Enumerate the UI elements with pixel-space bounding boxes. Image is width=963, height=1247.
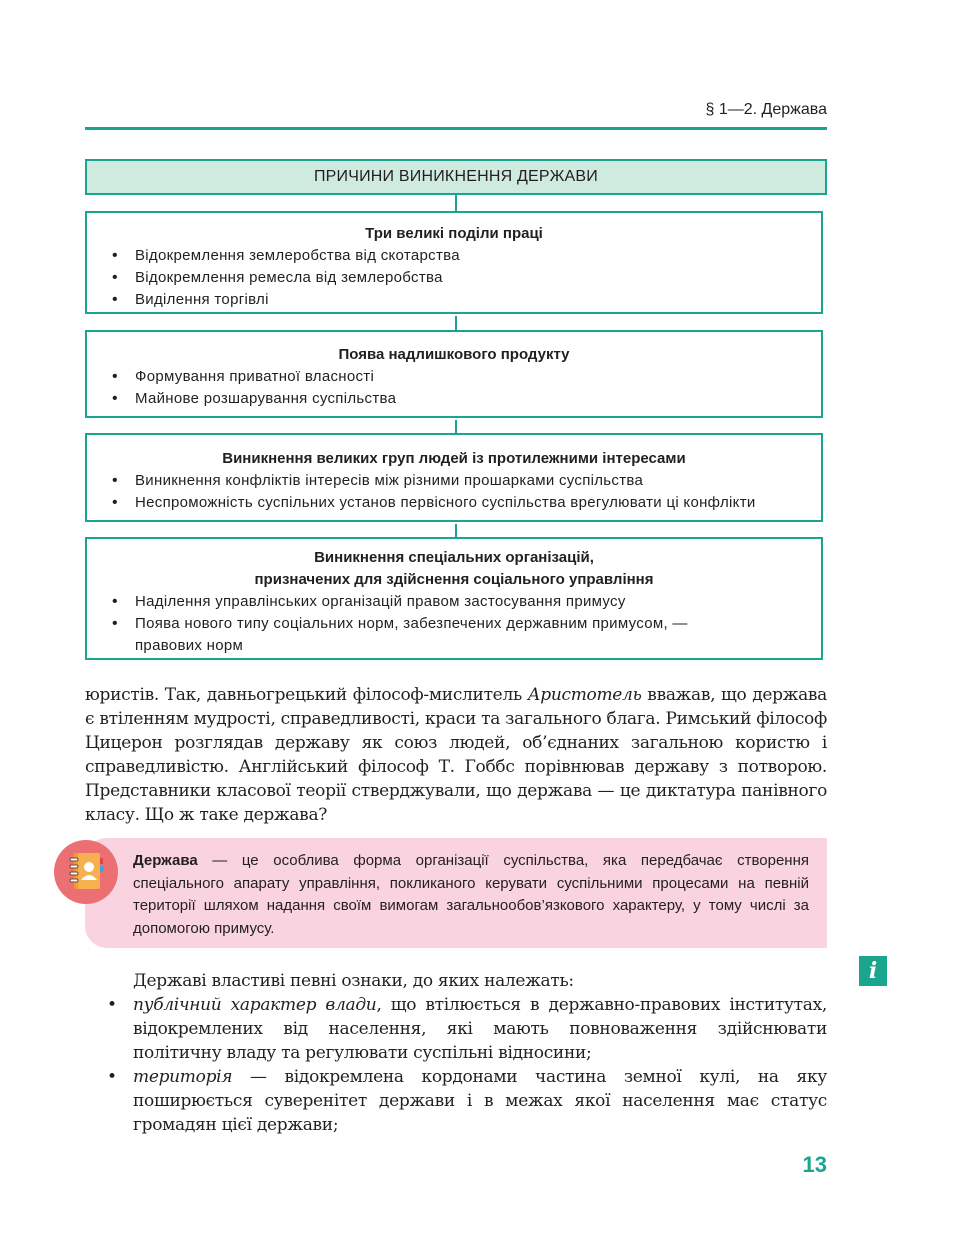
list-item: • Поява нового типу соціальних норм, забезпечених державним примусом, — правових норм [87, 613, 821, 657]
block-list [87, 591, 821, 657]
body-text: вважав, що держава є втіленням мудрості, справедливості, краси та загального блага. Римський філософ Цицерон розглядав державу як союз людей, об’єднаних загальною користю і справедливістю. Англійський філософ Т. Гоббс порівнював державу з потворою. Представники класової теорії стверджували, що держава — це диктатура панівного класу. Що ж таке держава? [85, 685, 828, 825]
diagram-connector [455, 316, 457, 330]
property-text: — відокремлена кордонами частина земної кулі, на яку поширюється суверенітет держави і в межах якої населення має статус громадян цієї держави; [133, 1067, 827, 1135]
list-item [85, 1065, 827, 1137]
block-list [87, 470, 821, 514]
list-item: • Виділення торгівлі [87, 289, 821, 311]
diagram-connector [455, 193, 457, 211]
diagram-connector [455, 420, 457, 433]
block-list [87, 245, 821, 311]
page-number: 13 [802, 1152, 827, 1177]
diagram-block-special-organizations [85, 537, 823, 660]
info-marker-icon: i [859, 956, 887, 986]
definition-term: Держава [133, 852, 198, 869]
block-heading: Три великі поділи праці [365, 225, 543, 242]
block-heading: Виникнення великих груп людей із протилежними інтересами [222, 450, 686, 467]
list-item: • Наділення управлінських організацій правом застосування примусу [87, 591, 821, 613]
notebook-person-icon [54, 840, 118, 904]
properties-list [85, 993, 827, 1137]
properties-intro: Державі властиві певні ознаки, до яких належать: [133, 971, 574, 991]
property-term: територія [133, 1067, 233, 1087]
diagram-connector [455, 524, 457, 537]
body-text: юристів. Так, давньогрецький філософ-мислитель [85, 685, 528, 705]
block-list [87, 366, 821, 410]
list-item: • Майнове розшарування суспільства [87, 388, 821, 410]
list-item [85, 993, 827, 1065]
definition-body: — це особлива форма організації суспільства, яка передбачає створення спеціального апарату управління, покликаного керувати суспільними процесами на певній території шляхом надання своїм вимогам загальнообов’язкового характеру, у тому числі за допомогою примусу. [133, 852, 809, 937]
header-rule [85, 127, 827, 130]
diagram-block-surplus-product [85, 330, 823, 418]
property-term: публічний характер влади [133, 995, 377, 1015]
philosopher-name: Аристотель [527, 685, 642, 705]
definition-text [133, 850, 809, 940]
block-heading [87, 547, 821, 591]
list-item: • Відокремлення ремесла від землеробства [87, 267, 821, 289]
block-heading: Поява надлишкового продукту [338, 346, 570, 363]
diagram-block-opposing-groups [85, 433, 823, 522]
list-item: • Неспроможність суспільних установ первісного суспільства врегулювати ці конфлікти [87, 492, 821, 514]
diagram-block-division-of-labour [85, 211, 823, 314]
body-paragraph [85, 683, 827, 827]
block-heading-line: Виникнення спеціальних організацій, [314, 549, 594, 566]
list-item: • Відокремлення землеробства від скотарства [87, 245, 821, 267]
property-text: , що втілюється в державно-правових інститутах, відокремлених від населення, які мають повноваження здійснювати політичну владу та регулювати суспільні відносини; [133, 995, 828, 1063]
list-item: • Формування приватної власності [87, 366, 821, 388]
diagram-title: ПРИЧИНИ ВИНИКНЕННЯ ДЕРЖАВИ [85, 159, 827, 195]
list-item: • Виникнення конфліктів інтересів між різними прошарками суспільства [87, 470, 821, 492]
block-heading-line: призначених для здійснення соціального управління [254, 571, 654, 588]
running-head: § 1—2. Держава [705, 101, 827, 118]
